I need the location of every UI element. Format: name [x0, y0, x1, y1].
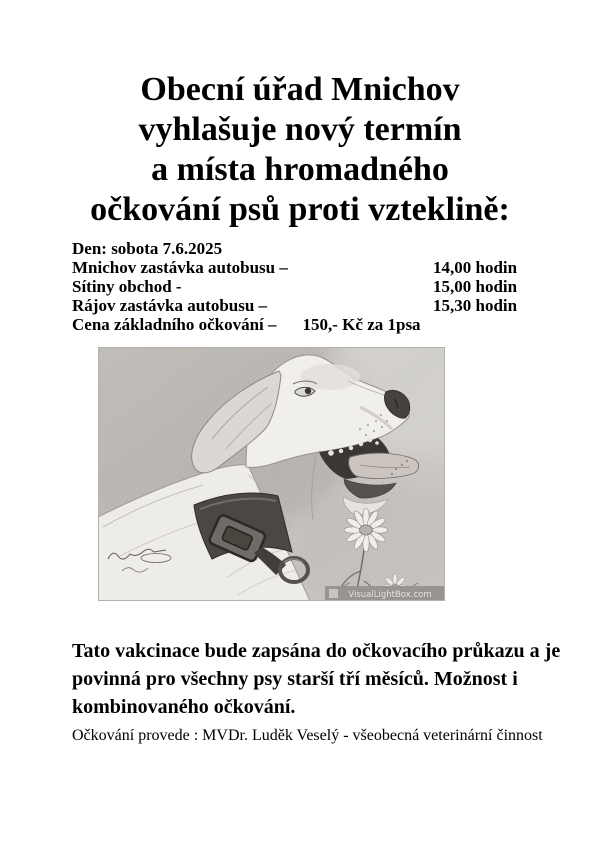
- image-watermark-bar: [325, 586, 445, 601]
- title-line-3: a místa hromadného: [151, 151, 449, 188]
- time-value: 15,30 hodin: [433, 296, 518, 315]
- notice-title: [0, 0, 600, 230]
- paragraph-line-2: povinná pro všechny psy starší tří měsíců. Možnost i: [72, 668, 518, 690]
- location-label: Rájov zastávka autobusu –: [72, 296, 268, 315]
- title-line-1: Obecní úřad Mnichov: [140, 71, 460, 108]
- dog-sketch-figure: [98, 347, 445, 601]
- image-watermark: VisualLightBox.com: [348, 590, 432, 600]
- location-label: Sítiny obchod -: [72, 277, 182, 296]
- dog-tongue: [349, 453, 419, 478]
- dog-sketch-image: [98, 347, 445, 601]
- schedule-row-sitiny: [72, 277, 532, 296]
- body-paragraph: [72, 637, 600, 721]
- time-value: 15,00 hodin: [433, 277, 518, 296]
- schedule-row-mnichov: [72, 258, 532, 277]
- price-row: [72, 315, 532, 334]
- vaccination-schedule: [72, 239, 532, 334]
- paragraph-line-1: Tato vakcinace bude zapsána do očkovacího průkazu a je: [72, 640, 561, 662]
- footer-note: Očkování provede : MVDr. Luděk Veselý - všeobecná veterinární činnost: [72, 727, 543, 744]
- title-line-2: vyhlašuje nový termín: [138, 111, 462, 148]
- location-label: Mnichov zastávka autobusu –: [72, 258, 288, 277]
- schedule-date: Den: sobota 7.6.2025: [72, 239, 223, 258]
- time-value: 14,00 hodin: [433, 258, 518, 277]
- title-line-4: očkování psů proti vzteklině:: [90, 191, 510, 228]
- paragraph-line-3: kombinovaného očkování.: [72, 696, 296, 718]
- price-value: 150,- Kč za 1psa: [302, 315, 421, 334]
- price-label: Cena základního očkování –: [72, 315, 277, 334]
- schedule-row-rajov: [72, 296, 532, 315]
